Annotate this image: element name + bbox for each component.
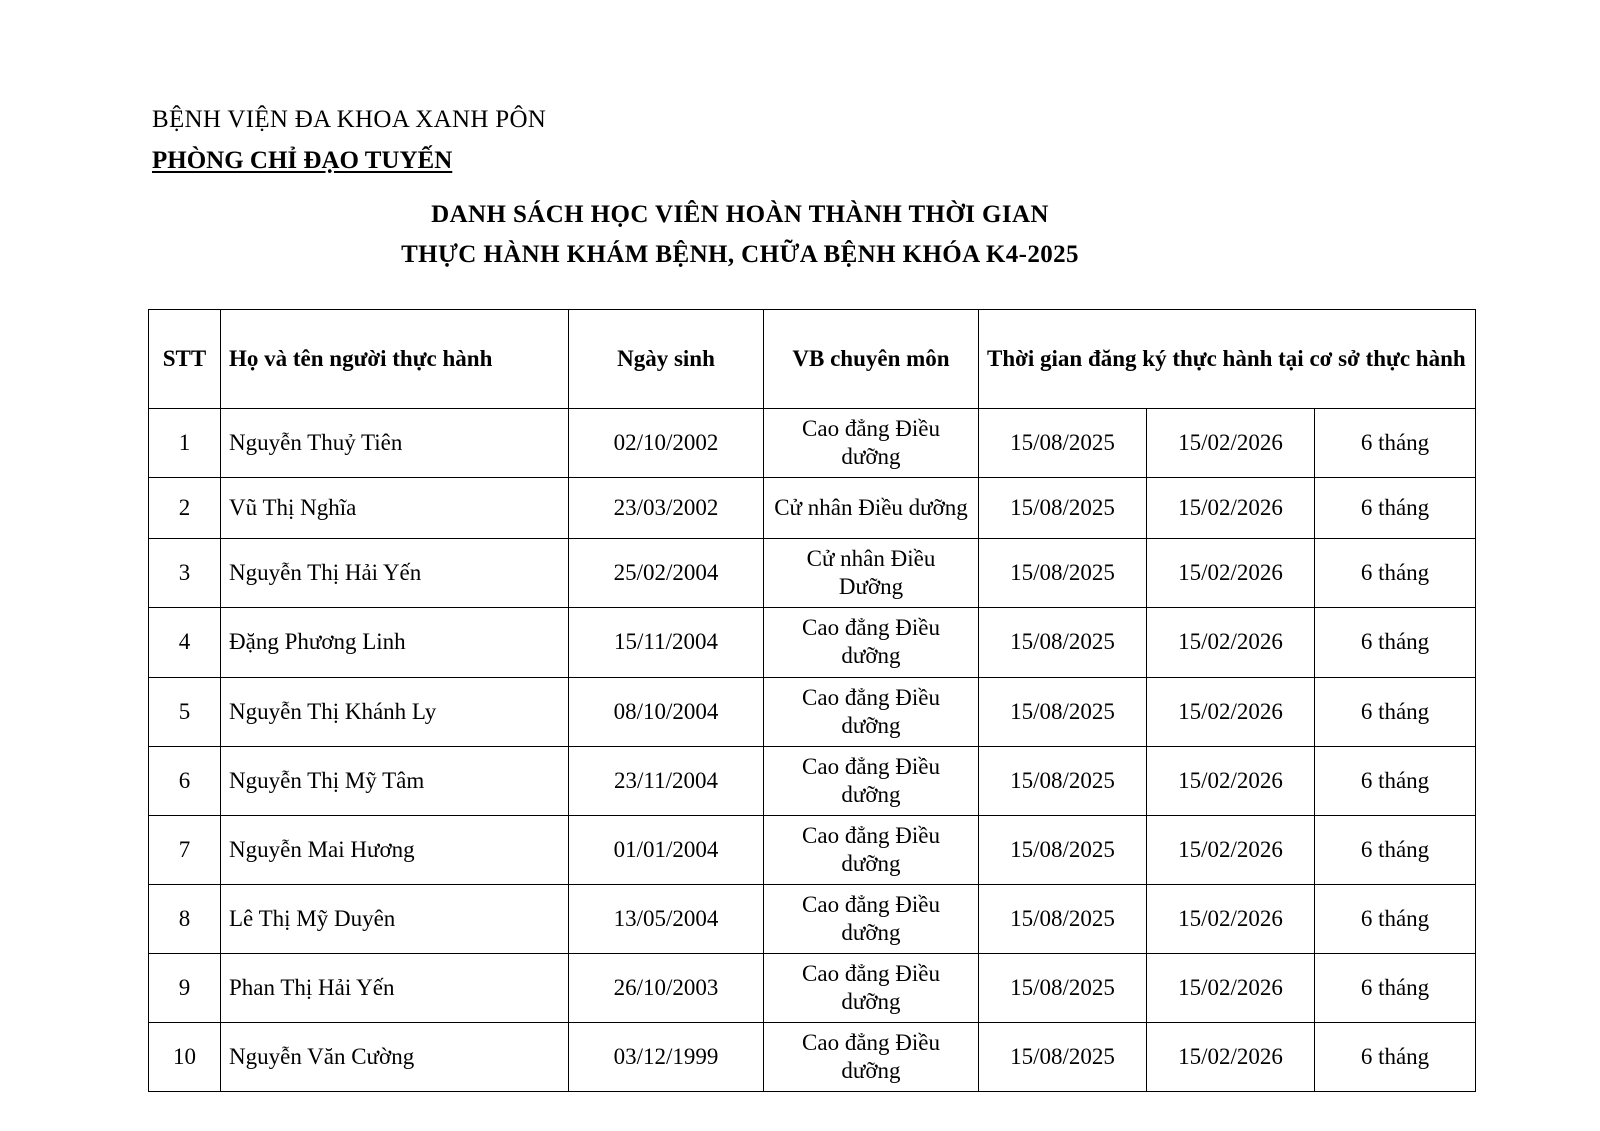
table-head: [149, 310, 1476, 409]
cell-end-date: 15/02/2026: [1147, 539, 1315, 608]
table-row: [149, 953, 1476, 1022]
cell-dob: 08/10/2004: [569, 677, 764, 746]
cell-start-date: 15/08/2025: [979, 953, 1147, 1022]
cell-start-date: 15/08/2025: [979, 409, 1147, 478]
cell-stt: 2: [149, 478, 221, 539]
title-line-2: THỰC HÀNH KHÁM BỆNH, CHỮA BỆNH KHÓA K4-2025: [401, 241, 1079, 269]
cell-end-date: 15/02/2026: [1147, 884, 1315, 953]
cell-start-date: 15/08/2025: [979, 815, 1147, 884]
cell-dob: 26/10/2003: [569, 953, 764, 1022]
cell-stt: 9: [149, 953, 221, 1022]
cell-end-date: 15/02/2026: [1147, 608, 1315, 677]
table-row: [149, 1023, 1476, 1092]
cell-end-date: 15/02/2026: [1147, 677, 1315, 746]
cell-dob: 01/01/2004: [569, 815, 764, 884]
cell-duration: 6 tháng: [1315, 953, 1476, 1022]
cell-certificate: Cao đẳng Điều dưỡng: [764, 953, 979, 1022]
cell-name: Nguyễn Thị Hải Yến: [221, 539, 569, 608]
cell-start-date: 15/08/2025: [979, 746, 1147, 815]
cell-certificate: Cao đẳng Điều dưỡng: [764, 815, 979, 884]
column-header-certificate: VB chuyên môn: [764, 310, 979, 409]
table-row: [149, 608, 1476, 677]
cell-duration: 6 tháng: [1315, 1023, 1476, 1092]
trainee-table-container: [0, 309, 1600, 1092]
department-name: PHÒNG CHỈ ĐẠO TUYẾN: [152, 147, 453, 175]
table-row: [149, 815, 1476, 884]
table-body: [149, 409, 1476, 1092]
cell-dob: 02/10/2002: [569, 409, 764, 478]
cell-stt: 5: [149, 677, 221, 746]
table-header-row: [149, 310, 1476, 409]
cell-duration: 6 tháng: [1315, 746, 1476, 815]
cell-name: Nguyễn Mai Hương: [221, 815, 569, 884]
cell-start-date: 15/08/2025: [979, 539, 1147, 608]
cell-name: Nguyễn Văn Cường: [221, 1023, 569, 1092]
cell-start-date: 15/08/2025: [979, 608, 1147, 677]
cell-name: Lê Thị Mỹ Duyên: [221, 884, 569, 953]
table-row: [149, 409, 1476, 478]
cell-duration: 6 tháng: [1315, 677, 1476, 746]
organization-name: BỆNH VIỆN ĐA KHOA XANH PÔN: [152, 106, 547, 133]
cell-certificate: Cao đẳng Điều dưỡng: [764, 677, 979, 746]
table-row: [149, 539, 1476, 608]
column-header-name: Họ và tên người thực hành: [221, 310, 569, 409]
cell-dob: 25/02/2004: [569, 539, 764, 608]
cell-dob: 15/11/2004: [569, 608, 764, 677]
cell-start-date: 15/08/2025: [979, 478, 1147, 539]
cell-end-date: 15/02/2026: [1147, 746, 1315, 815]
cell-end-date: 15/02/2026: [1147, 478, 1315, 539]
column-header-period: Thời gian đăng ký thực hành tại cơ sở thực hành: [979, 310, 1476, 409]
column-header-stt: STT: [149, 310, 221, 409]
cell-stt: 4: [149, 608, 221, 677]
cell-stt: 1: [149, 409, 221, 478]
cell-end-date: 15/02/2026: [1147, 815, 1315, 884]
cell-name: Nguyễn Thị Mỹ Tâm: [221, 746, 569, 815]
cell-certificate: Cao đẳng Điều dưỡng: [764, 884, 979, 953]
table-row: [149, 884, 1476, 953]
cell-start-date: 15/08/2025: [979, 1023, 1147, 1092]
cell-stt: 8: [149, 884, 221, 953]
cell-certificate: Cử nhân Điều Dưỡng: [764, 539, 979, 608]
title-line-1: DANH SÁCH HỌC VIÊN HOÀN THÀNH THỜI GIAN: [431, 201, 1049, 229]
cell-dob: 23/03/2002: [569, 478, 764, 539]
cell-stt: 6: [149, 746, 221, 815]
document-header: [0, 0, 1600, 175]
table-row: [149, 746, 1476, 815]
cell-start-date: 15/08/2025: [979, 677, 1147, 746]
cell-dob: 03/12/1999: [569, 1023, 764, 1092]
cell-certificate: Cử nhân Điều dưỡng: [764, 478, 979, 539]
cell-name: Đặng Phương Linh: [221, 608, 569, 677]
cell-name: Nguyễn Thuỷ Tiên: [221, 409, 569, 478]
table-row: [149, 478, 1476, 539]
cell-duration: 6 tháng: [1315, 815, 1476, 884]
cell-certificate: Cao đẳng Điều dưỡng: [764, 1023, 979, 1092]
cell-name: Vũ Thị Nghĩa: [221, 478, 569, 539]
table-row: [149, 677, 1476, 746]
cell-stt: 10: [149, 1023, 221, 1092]
cell-certificate: Cao đẳng Điều dưỡng: [764, 746, 979, 815]
cell-name: Nguyễn Thị Khánh Ly: [221, 677, 569, 746]
cell-end-date: 15/02/2026: [1147, 1023, 1315, 1092]
cell-duration: 6 tháng: [1315, 478, 1476, 539]
cell-dob: 13/05/2004: [569, 884, 764, 953]
cell-duration: 6 tháng: [1315, 539, 1476, 608]
cell-duration: 6 tháng: [1315, 608, 1476, 677]
cell-duration: 6 tháng: [1315, 409, 1476, 478]
cell-duration: 6 tháng: [1315, 884, 1476, 953]
cell-name: Phan Thị Hải Yến: [221, 953, 569, 1022]
cell-stt: 3: [149, 539, 221, 608]
cell-dob: 23/11/2004: [569, 746, 764, 815]
cell-end-date: 15/02/2026: [1147, 409, 1315, 478]
column-header-dob: Ngày sinh: [569, 310, 764, 409]
cell-end-date: 15/02/2026: [1147, 953, 1315, 1022]
cell-stt: 7: [149, 815, 221, 884]
cell-certificate: Cao đẳng Điều dưỡng: [764, 409, 979, 478]
trainee-table: [148, 309, 1476, 1092]
cell-start-date: 15/08/2025: [979, 884, 1147, 953]
document-title: [0, 195, 1600, 275]
cell-certificate: Cao đẳng Điều dưỡng: [764, 608, 979, 677]
